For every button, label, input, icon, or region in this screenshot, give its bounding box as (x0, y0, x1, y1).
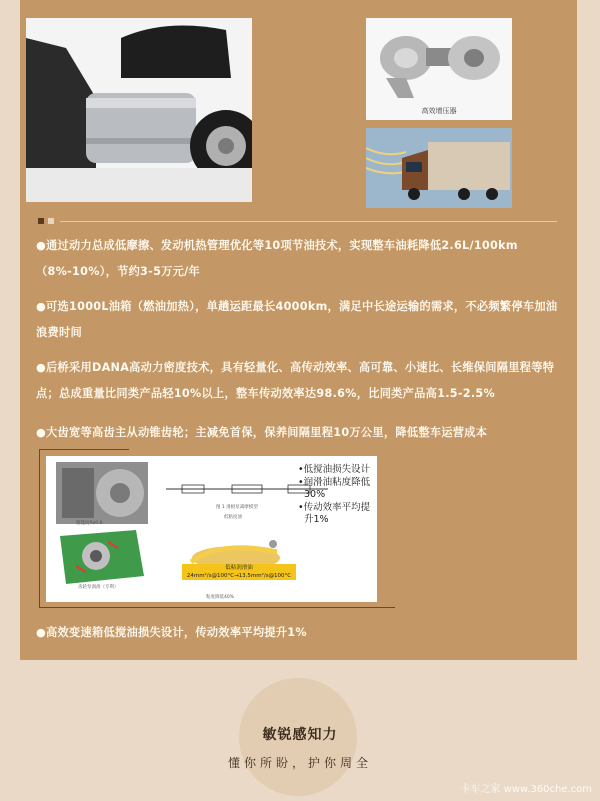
bullet-fuel-saving: ●通过动力总成低摩擦、发动机热管理优化等10项节油技术，实现整车油耗降低2.6L/100km（8%-10%），节约3-5万元/年 (36, 239, 518, 278)
bullet-fuel-tank: ●可选1000L油箱（燃油加热），单趟运距最长4000km，满足中长途运输的需求，不必频繁停车加油浪费时间 (36, 300, 558, 339)
aerodynamic-truck-photo (366, 128, 512, 208)
divider-dark-square (38, 218, 44, 224)
footer-title: 敏锐感知力 (262, 727, 338, 743)
oil-caption: 低粘度油 (224, 515, 242, 520)
gear-caption: 粗糙度Ra0.8 (76, 521, 103, 526)
point-low-churn: •低搅油损失设计 (298, 464, 371, 475)
bullet-rear-axle: ●后桥采用DANA高动力密度技术，具有轻量化、高传动效率、高可靠、小速比、长维保间隔里程等特点；总成重量比同类产品轻10%以上，整车传动效率达98.6%，比同类产品高1.5-2.5% (36, 361, 555, 400)
gear-pump-photo (56, 526, 148, 588)
divider-light-square (48, 218, 54, 224)
gearbox-diagram (46, 456, 377, 602)
bullet-gearbox: ●高效变速箱低搅油损失设计，传动效率平均提升1% (36, 626, 307, 639)
oil-viscosity-label: 低粘润滑油 24mm²/s@100°C→13.5mm²/s@100°C (182, 564, 296, 580)
site-watermark: 卡车之家 www.360che.com (460, 784, 592, 795)
pump-caption: 齿轮泵润滑（专利） (78, 585, 119, 590)
divider-line (60, 221, 557, 222)
point-efficiency: •传动效率平均提升1% (298, 502, 371, 525)
content-panel (20, 0, 577, 660)
turbocharger-caption: 高效增压器 (421, 107, 457, 115)
point-viscosity: •润滑油粘度降低30% (298, 477, 371, 500)
footer-subtitle: 懂你所盼，护你周全 (227, 756, 372, 770)
gear-photo (56, 462, 148, 524)
gearbox-points (298, 464, 376, 527)
bullet-bevel-gear: ●大齿宽等高齿主从动锥齿轮；主减免首保，保养间隔里程10万公里，降低整车运营成本 (36, 426, 488, 439)
figure-caption: 图 1 滑板泵减摩模型 (216, 505, 258, 510)
viscosity-drop-caption: 粘度降低40% (206, 595, 235, 600)
truck-fuel-tank-photo (26, 18, 252, 202)
turbocharger-photo (366, 18, 512, 120)
